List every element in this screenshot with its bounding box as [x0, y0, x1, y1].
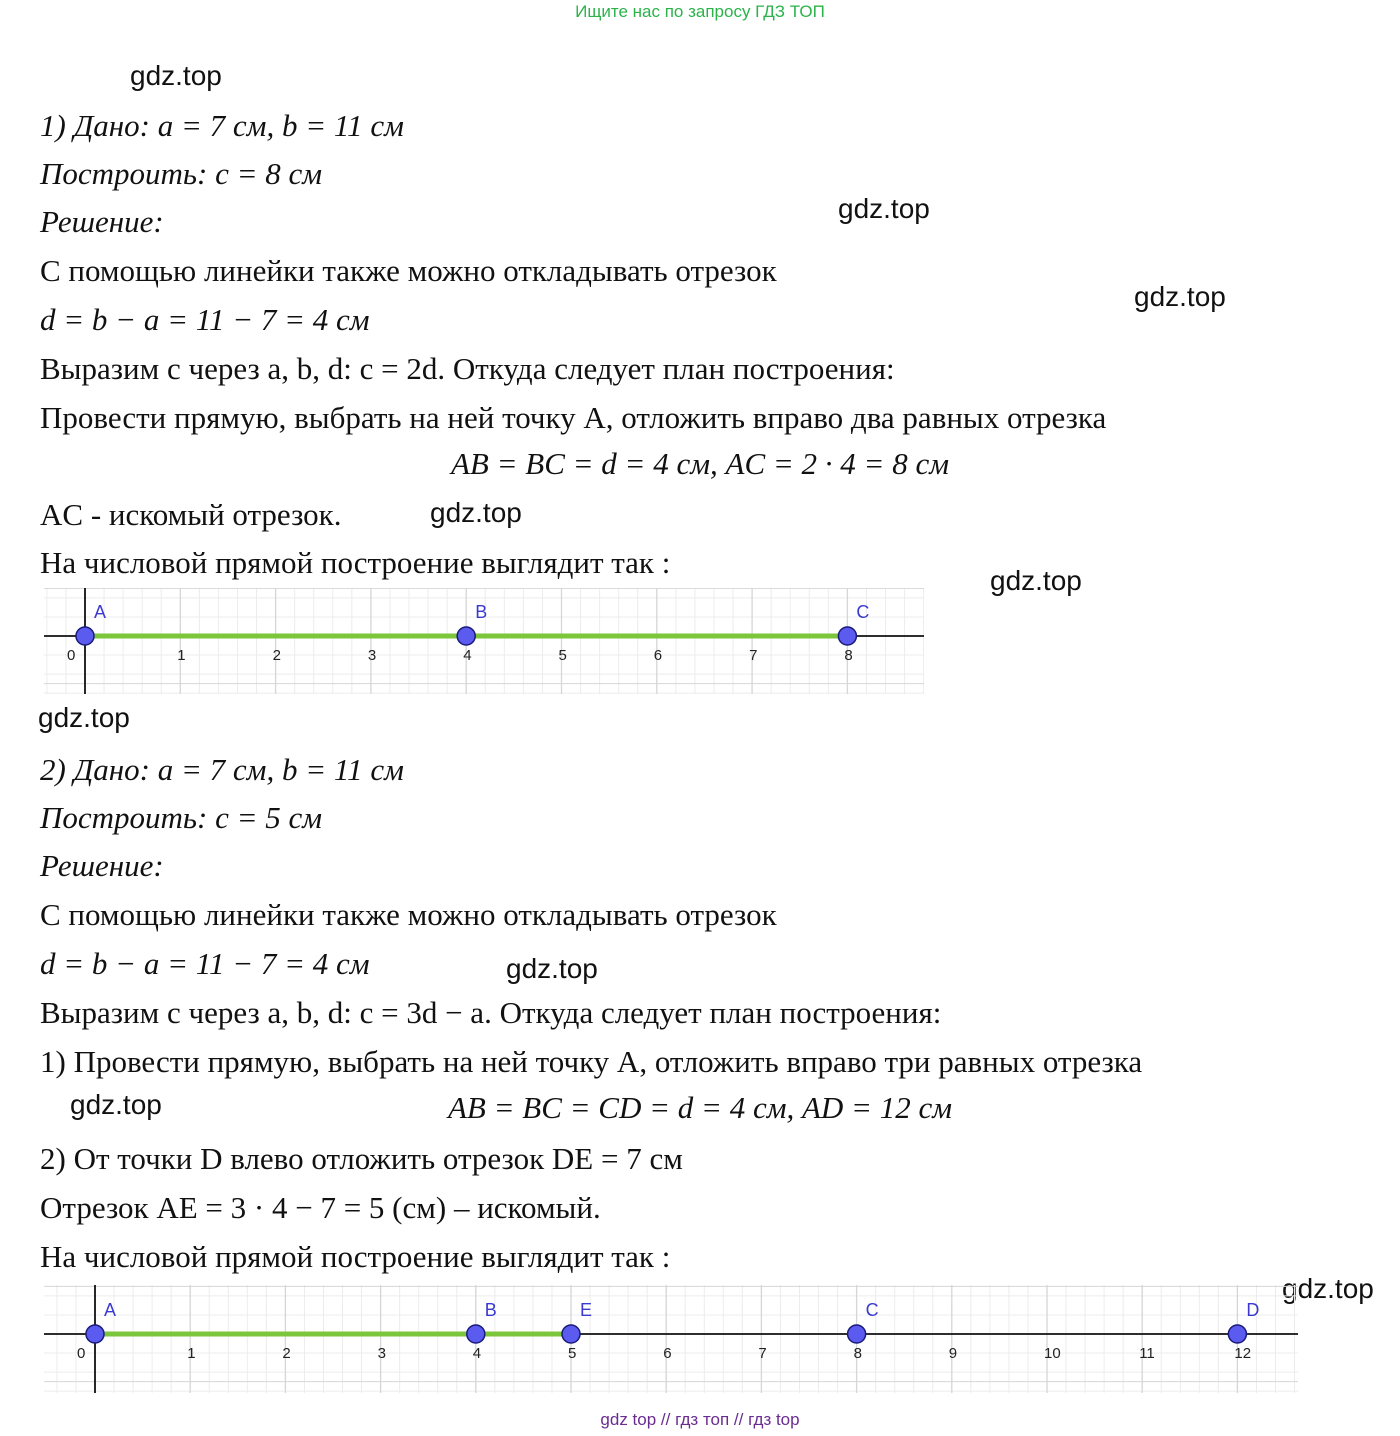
tick-label: 4	[472, 1345, 482, 1362]
text-line: С помощью линейки также можно откладывать отрезок	[40, 897, 777, 932]
text-line: С помощью линейки также можно откладывать отрезок	[40, 253, 777, 288]
tick-label: 5	[568, 1345, 577, 1362]
watermark: gdz.top	[70, 1089, 162, 1120]
given-label: 2) Дано:	[40, 752, 150, 787]
text-line: На числовой прямой построение выглядит так :	[40, 1239, 671, 1274]
footer: gdz top // гдз топ // гдз top	[600, 1410, 800, 1429]
text-line: Отрезок AE = 3 · 4 − 7 = 5 (см) – искомый.	[40, 1190, 601, 1225]
point-d	[1228, 1325, 1246, 1343]
point-c	[838, 627, 856, 645]
tick-label: 9	[948, 1345, 958, 1362]
given-values: a = 7 см, b = 11 см	[157, 108, 404, 143]
build-label: Построить:	[40, 800, 208, 835]
given-line	[40, 750, 404, 790]
tick-label: 10	[1044, 1345, 1061, 1362]
build-value: c = 8 см	[215, 156, 323, 191]
solution-label: Решение:	[40, 204, 164, 239]
top-banner: Ищите нас по запросу ГДЗ ТОП	[575, 2, 825, 21]
tick-label: 0	[67, 647, 76, 664]
given-values: a = 7 см, b = 11 см	[157, 752, 404, 787]
watermark: gdz.top	[990, 565, 1082, 596]
number-line-chart-1	[44, 588, 924, 694]
build-line	[40, 798, 322, 838]
tick-label: 5	[558, 647, 567, 664]
given-label: 1) Дано:	[40, 108, 150, 143]
tick-label: 11	[1139, 1345, 1155, 1362]
point-label-a: A	[104, 1300, 117, 1320]
text-line: Провести прямую, выбрать на ней точку A, отложить вправо два равных отрезка	[40, 400, 1107, 435]
tick-label: 6	[663, 1345, 672, 1362]
tick-label: 2	[272, 647, 281, 664]
solution-label: Решение:	[40, 848, 164, 883]
watermark: gdz.top	[838, 193, 930, 224]
tick-label: 0	[77, 1345, 86, 1362]
point-label-b: B	[484, 1300, 497, 1320]
point-e	[562, 1325, 580, 1343]
formula-line: AB = BC = CD = d = 4 см, AD = 12 см	[447, 1090, 953, 1125]
equation-line: d = b − a = 11 − 7 = 4 см	[40, 946, 370, 981]
text-line: На числовой прямой построение выглядит так :	[40, 545, 671, 580]
build-line	[40, 154, 322, 194]
tick-label: 1	[177, 647, 186, 664]
tick-label: 7	[749, 647, 758, 664]
watermark: gdz.top	[430, 497, 522, 528]
tick-label: 3	[377, 1345, 386, 1362]
point-b	[457, 627, 475, 645]
point-a	[76, 627, 94, 645]
point-label-c: C	[865, 1300, 879, 1320]
point-b	[467, 1325, 485, 1343]
build-value: c = 5 см	[215, 800, 323, 835]
point-label-a: A	[94, 602, 107, 622]
text-line: 1) Провести прямую, выбрать на ней точку A, отложить вправо три равных отрезка	[40, 1044, 1143, 1079]
point-label-e: E	[580, 1300, 593, 1320]
watermark: gdz.top	[506, 953, 598, 984]
tick-label: 3	[367, 647, 377, 664]
tick-label: 8	[853, 1345, 862, 1362]
text-line: Выразим c через a, b, d: c = 3d − a. Откуда следует план построения:	[40, 995, 942, 1030]
tick-label: 7	[758, 1345, 767, 1362]
tick-label: 8	[844, 647, 853, 664]
tick-label: 12	[1234, 1345, 1252, 1362]
text-line: AC - искомый отрезок.	[40, 497, 342, 532]
text-line: 2) От точки D влево отложить отрезок DE = 7 см	[40, 1141, 683, 1176]
text-line: Выразим c через a, b, d: c = 2d. Откуда следует план построения:	[40, 351, 895, 386]
given-line	[40, 106, 404, 146]
equation-line: d = b − a = 11 − 7 = 4 см	[40, 302, 370, 337]
watermark: gdz.top	[130, 60, 222, 91]
point-a	[86, 1325, 104, 1343]
point-label-d: D	[1246, 1300, 1260, 1320]
tick-label: 2	[282, 1345, 291, 1362]
watermark: gdz.top	[1134, 281, 1226, 312]
build-label: Построить:	[40, 156, 208, 191]
tick-label: 4	[463, 647, 472, 664]
watermark: gdz.top	[38, 702, 130, 733]
watermark: gdz.top	[1282, 1273, 1374, 1304]
number-line-chart-2	[44, 1285, 1298, 1393]
point-c	[848, 1325, 866, 1343]
tick-label: 1	[187, 1345, 196, 1362]
tick-label: 6	[653, 647, 663, 664]
point-label-c: C	[856, 602, 870, 622]
point-label-b: B	[475, 602, 488, 622]
formula-line: AB = BC = d = 4 см, AC = 2 · 4 = 8 см	[450, 446, 950, 481]
